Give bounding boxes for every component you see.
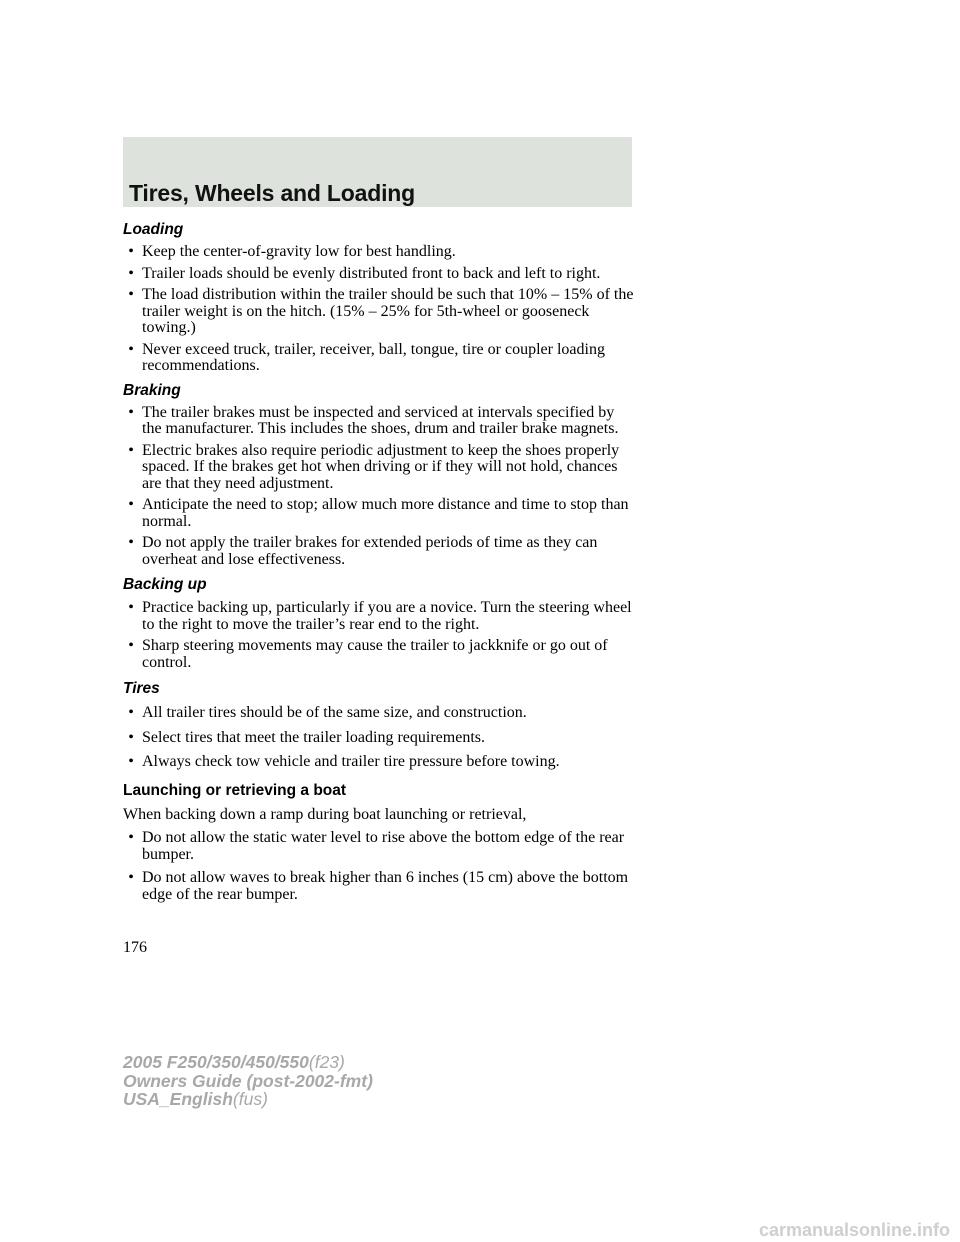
footer-line-model: 2005 F250/350/450/550(f23): [123, 1052, 345, 1072]
list-item: • Always check tow vehicle and trailer tire pressure before towing.: [123, 754, 635, 771]
section-heading-braking: Braking: [123, 381, 181, 399]
list-item: • Do not apply the trailer brakes for extended periods of time as they can overheat and lose effectiveness.: [123, 535, 635, 568]
bullet-list-tires: [123, 705, 635, 771]
bullet-list-backing-up: [123, 600, 635, 671]
bullet-icon: •: [128, 637, 134, 654]
bullet-icon: •: [128, 340, 134, 358]
list-item: • Sharp steering movements may cause the trailer to jackknife or go out of control.: [123, 638, 635, 671]
list-item: • Anticipate the need to stop; allow much more distance and time to stop than normal.: [123, 497, 635, 530]
list-item: • Trailer loads should be evenly distributed front to back and left to right.: [123, 266, 635, 283]
bullet-icon: •: [128, 599, 134, 616]
bullet-icon: •: [128, 753, 134, 770]
bullet-icon: •: [128, 264, 134, 282]
section-heading-tires: Tires: [123, 680, 160, 697]
section-heading-loading: Loading: [123, 221, 184, 238]
section-intro: When backing down a ramp during boat launching or retrieval,: [123, 805, 527, 823]
bullet-icon: •: [128, 243, 134, 260]
bullet-icon: •: [128, 403, 134, 421]
watermark: carmanualsonline.info: [758, 1220, 950, 1240]
bullet-list-loading: [123, 244, 635, 375]
list-item: • Practice backing up, particularly if you are a novice. Turn the steering wheel to the right to move the trailer’s rear end to the right.: [123, 600, 635, 633]
list-item: • The trailer brakes must be inspected and serviced at intervals specified by the manufacturer. This includes the shoes, drum and trailer brake magnets.: [123, 405, 635, 438]
content-body: [123, 220, 635, 903]
bullet-icon: •: [128, 534, 134, 551]
page-number: 176: [123, 939, 147, 956]
bullet-icon: •: [128, 728, 134, 746]
section-heading-backing-up: Backing up: [123, 576, 207, 593]
list-item: • All trailer tires should be of the same size, and construction.: [123, 705, 635, 722]
list-item: • The load distribution within the trailer should be such that 10% – 15% of the trailer weight is on the hitch. (15% – 25% for 5th-wheel or gooseneck towing.): [123, 287, 635, 337]
list-item: • Never exceed truck, trailer, receiver, ball, tongue, tire or coupler loading recommendations.: [123, 342, 635, 375]
list-item: • Select tires that meet the trailer loading requirements.: [123, 730, 635, 747]
footer-line-language: USA_English(fus): [123, 1089, 268, 1109]
bullet-icon: •: [128, 704, 134, 721]
bullet-icon: •: [128, 829, 134, 846]
list-item: • Keep the center-of-gravity low for best handling.: [123, 244, 635, 261]
list-item: • Electric brakes also require periodic adjustment to keep the shoes properly spaced. If the brakes get hot when driving or if they will not hold, chances are that they need adjustment.: [123, 443, 635, 493]
bullet-icon: •: [128, 869, 134, 886]
list-item: • Do not allow the static water level to rise above the bottom edge of the rear bumper.: [123, 830, 635, 863]
bullet-icon: •: [128, 496, 134, 513]
section-heading-launching-boat: Launching or retrieving a boat: [123, 781, 347, 799]
bullet-list-braking: [123, 405, 635, 569]
footer-line-guide: Owners Guide (post-2002-fmt): [123, 1070, 373, 1091]
bullet-icon: •: [128, 441, 134, 459]
bullet-list-launching-boat: [123, 830, 635, 903]
page-title: Tires, Wheels and Loading: [129, 180, 415, 206]
bullet-icon: •: [128, 286, 134, 303]
document-footer: [123, 1053, 373, 1109]
list-item: • Do not allow waves to break higher than 6 inches (15 cm) above the bottom edge of the rear bumper.: [123, 870, 635, 903]
